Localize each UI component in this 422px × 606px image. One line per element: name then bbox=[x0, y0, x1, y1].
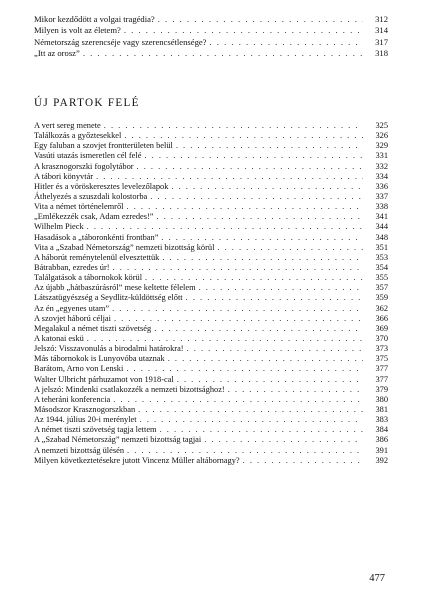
dot-leader bbox=[154, 324, 363, 334]
toc-entry-title: A vert sereg menete bbox=[34, 121, 101, 130]
toc-entry-title: Bátrabban, ezredes úr! bbox=[34, 262, 110, 272]
toc-entry-title: Az 1944. július 20-i merénylet bbox=[34, 415, 137, 425]
toc-entry-title: Barátom, Arno von Lenski bbox=[34, 364, 124, 374]
toc-entry-title: A jelszó: Mindenki csatlakozzék a nemzeti bizottsághoz! bbox=[34, 384, 225, 394]
dot-leader bbox=[199, 283, 363, 293]
toc-section-entries bbox=[34, 121, 388, 466]
toc-entry-page: 377 bbox=[375, 374, 388, 384]
toc-entry bbox=[34, 314, 388, 324]
toc-entry bbox=[34, 354, 388, 364]
toc-entry-page: 366 bbox=[375, 313, 388, 323]
dot-leader bbox=[228, 385, 363, 395]
toc-entry bbox=[34, 385, 388, 395]
toc-entry-title: Milyen is volt az életem? bbox=[34, 25, 121, 36]
toc-entry bbox=[34, 395, 388, 405]
toc-entry bbox=[34, 425, 388, 435]
dot-leader bbox=[186, 293, 363, 303]
toc-entry bbox=[34, 415, 388, 425]
dot-leader bbox=[127, 446, 363, 456]
dot-leader bbox=[127, 202, 364, 212]
toc-entry-page: 348 bbox=[375, 232, 388, 242]
dot-leader bbox=[210, 37, 364, 48]
dot-leader bbox=[124, 25, 363, 36]
toc-entry bbox=[34, 273, 388, 283]
toc-entry-title: Találgatások a tábornokok körül bbox=[34, 273, 143, 283]
toc-entry-page: 377 bbox=[375, 364, 388, 374]
toc-entry-page: 332 bbox=[375, 161, 388, 171]
page-number: 477 bbox=[369, 573, 385, 584]
toc-entry-page: 373 bbox=[375, 344, 388, 354]
toc-entry-title: A katonai eskü bbox=[34, 333, 84, 343]
toc-entry-page: 337 bbox=[375, 191, 388, 201]
dot-leader bbox=[162, 253, 363, 263]
toc-entry-title: Németország szerencséje vagy szerencsétlensége? bbox=[34, 36, 207, 47]
toc-entry bbox=[34, 263, 388, 273]
toc-entry-title: „Emlékezzék csak, Adam ezredes!” bbox=[34, 212, 154, 222]
toc-entry bbox=[34, 202, 388, 212]
toc-entry bbox=[34, 456, 388, 466]
dot-leader bbox=[157, 212, 363, 222]
toc-entry bbox=[34, 131, 388, 141]
dot-leader bbox=[87, 222, 363, 232]
toc-entry-page: 344 bbox=[375, 222, 388, 232]
toc-entry-page: 317 bbox=[375, 36, 388, 47]
toc-entry-title: Wilhelm Pieck bbox=[34, 222, 84, 232]
toc-entry-title: Hasadások a „táboronkénti frontban” bbox=[34, 232, 159, 242]
toc-entry bbox=[34, 435, 388, 445]
toc-entry bbox=[34, 334, 388, 344]
toc-entry-title: A háborút reménytelenül elvesztettük bbox=[34, 252, 160, 262]
toc-entry bbox=[34, 253, 388, 263]
toc-entry-title: Walter Ulbricht párhuzamot von 1918-cal bbox=[34, 374, 174, 384]
toc-entry bbox=[34, 233, 388, 243]
toc-entry-page: 357 bbox=[375, 283, 388, 293]
toc-entry-page: 336 bbox=[375, 181, 388, 191]
toc-entry-page: 386 bbox=[375, 435, 388, 445]
toc-entry bbox=[34, 293, 388, 303]
toc-entry-page: 312 bbox=[375, 14, 388, 24]
dot-leader bbox=[150, 192, 363, 202]
toc-entry-page: 369 bbox=[375, 323, 388, 333]
toc-entry-page: 334 bbox=[375, 171, 388, 181]
toc-entry-page: 355 bbox=[375, 273, 388, 283]
toc-previous-entries bbox=[34, 14, 388, 60]
dot-leader bbox=[243, 456, 363, 466]
toc-entry-page: 375 bbox=[375, 354, 388, 364]
dot-leader bbox=[113, 263, 363, 273]
toc-entry bbox=[34, 162, 388, 172]
toc-entry-title: Hitler és a vöröskeresztes levelezőlapok bbox=[34, 181, 169, 191]
section-heading: ÚJ PARTOK FELÉ bbox=[34, 97, 140, 109]
toc-entry-title: „Itt az orosz” bbox=[34, 48, 80, 59]
toc-entry bbox=[34, 446, 388, 456]
toc-entry bbox=[34, 172, 388, 182]
dot-leader bbox=[140, 415, 363, 425]
dot-leader bbox=[144, 151, 363, 161]
dot-leader bbox=[87, 334, 363, 344]
toc-entry-title: Az újabb „hátbaszúrásról” mese keltette félelem bbox=[34, 283, 196, 293]
toc-entry-page: 381 bbox=[375, 404, 388, 414]
dot-leader bbox=[126, 364, 363, 374]
toc-entry-page: 370 bbox=[375, 333, 388, 343]
dot-leader bbox=[161, 233, 363, 243]
toc-entry bbox=[34, 121, 388, 131]
toc-entry-title: Vasúti utazás ismeretlen cél felé bbox=[34, 151, 142, 161]
dot-leader bbox=[171, 182, 363, 192]
toc-entry bbox=[34, 283, 388, 293]
toc-entry bbox=[34, 212, 388, 222]
toc-entry-page: 379 bbox=[375, 384, 388, 394]
toc-entry bbox=[34, 222, 388, 232]
toc-entry-page: 383 bbox=[375, 415, 388, 425]
toc-entry-title: Más tábornokok is Lunyovóba utaznak bbox=[34, 354, 165, 364]
toc-entry-title: Vita a „Szabad Németország” nemzeti bizottság körül bbox=[34, 242, 215, 252]
dot-leader bbox=[96, 172, 363, 182]
toc-entry-page: 380 bbox=[375, 394, 388, 404]
toc-entry-page: 391 bbox=[375, 445, 388, 455]
toc-entry-title: Másodszor Krasznogorszkban bbox=[34, 404, 136, 414]
toc-entry-page: 314 bbox=[375, 25, 388, 36]
toc-entry bbox=[34, 304, 388, 314]
dot-leader bbox=[112, 304, 363, 314]
toc-entry-title: A német tiszti szövetség tagja lettem bbox=[34, 425, 157, 435]
toc-entry-page: 354 bbox=[375, 262, 388, 272]
toc-entry-title: A nemzeti bizottság ülésén bbox=[34, 445, 125, 455]
toc-entry-title: Megalakul a német tiszti szövetség bbox=[34, 323, 152, 333]
toc-entry-page: 331 bbox=[375, 151, 388, 161]
dot-leader bbox=[114, 314, 363, 324]
toc-entry-title: Az én „egyenes utam” bbox=[34, 303, 110, 313]
toc-entry bbox=[34, 375, 388, 385]
toc-entry-page: 325 bbox=[375, 121, 388, 130]
toc-entry-title: Jelszó: Visszavonulás a birodalmi határokra! bbox=[34, 344, 184, 354]
dot-leader bbox=[145, 273, 363, 283]
dot-leader bbox=[176, 141, 363, 151]
toc-entry bbox=[34, 182, 388, 192]
toc-entry-title: A tábori könyvtár bbox=[34, 171, 94, 181]
toc-entry-title: Mikor kezdődött a volgai tragédia? bbox=[34, 14, 155, 24]
toc-entry bbox=[34, 14, 388, 25]
dot-leader bbox=[204, 435, 363, 445]
toc-entry-title: Egy faluban a szovjet frontterületen belül bbox=[34, 141, 173, 151]
dot-leader bbox=[158, 14, 363, 25]
toc-entry-title: Látszatügyészség a Seydlitz-küldöttség előtt bbox=[34, 293, 183, 303]
toc-entry bbox=[34, 324, 388, 334]
toc-entry-page: 326 bbox=[375, 131, 388, 141]
dot-leader bbox=[137, 162, 363, 172]
toc-entry bbox=[34, 405, 388, 415]
toc-entry bbox=[34, 243, 388, 253]
toc-entry-page: 318 bbox=[375, 48, 388, 59]
dot-leader bbox=[113, 395, 363, 405]
toc-entry-page: 392 bbox=[375, 455, 388, 465]
dot-leader bbox=[104, 121, 363, 131]
toc-entry-page: 329 bbox=[375, 141, 388, 151]
toc-entry-title: Találkozás a győztesekkel bbox=[34, 131, 122, 141]
toc-entry-page: 359 bbox=[375, 293, 388, 303]
dot-leader bbox=[83, 48, 363, 59]
toc-entry bbox=[34, 364, 388, 374]
toc-entry bbox=[34, 48, 388, 59]
toc-entry-page: 384 bbox=[375, 425, 388, 435]
dot-leader bbox=[217, 243, 363, 253]
toc-entry-title: A „Szabad Németország” nemzeti bizottság tagjai bbox=[34, 435, 202, 445]
toc-entry-page: 341 bbox=[375, 212, 388, 222]
dot-leader bbox=[138, 405, 363, 415]
toc-entry-page: 351 bbox=[375, 242, 388, 252]
dot-leader bbox=[124, 131, 363, 141]
toc-entry bbox=[34, 192, 388, 202]
toc-entry-page: 362 bbox=[375, 303, 388, 313]
toc-entry-title: A krasznogorszki fogolytábor bbox=[34, 161, 134, 171]
dot-leader bbox=[160, 425, 363, 435]
toc-entry-page: 353 bbox=[375, 252, 388, 262]
toc-entry bbox=[34, 344, 388, 354]
toc-entry bbox=[34, 37, 388, 48]
toc-entry bbox=[34, 25, 388, 36]
toc-entry-title: A szovjet háború céljai bbox=[34, 313, 111, 323]
toc-entry bbox=[34, 151, 388, 161]
toc-entry-title: Milyen következtetésekre jutott Vincenz Müller altábornagy? bbox=[34, 455, 240, 465]
dot-leader bbox=[187, 344, 363, 354]
toc-entry-title: A teheráni konferencia bbox=[34, 394, 111, 404]
dot-leader bbox=[177, 375, 363, 385]
toc-entry-page: 338 bbox=[375, 202, 388, 212]
toc-entry bbox=[34, 141, 388, 151]
toc-entry-title: Áthelyezés a szuszdali kolostorba bbox=[34, 191, 148, 201]
toc-entry-title: Vita a német történelemről bbox=[34, 202, 124, 212]
dot-leader bbox=[168, 354, 363, 364]
